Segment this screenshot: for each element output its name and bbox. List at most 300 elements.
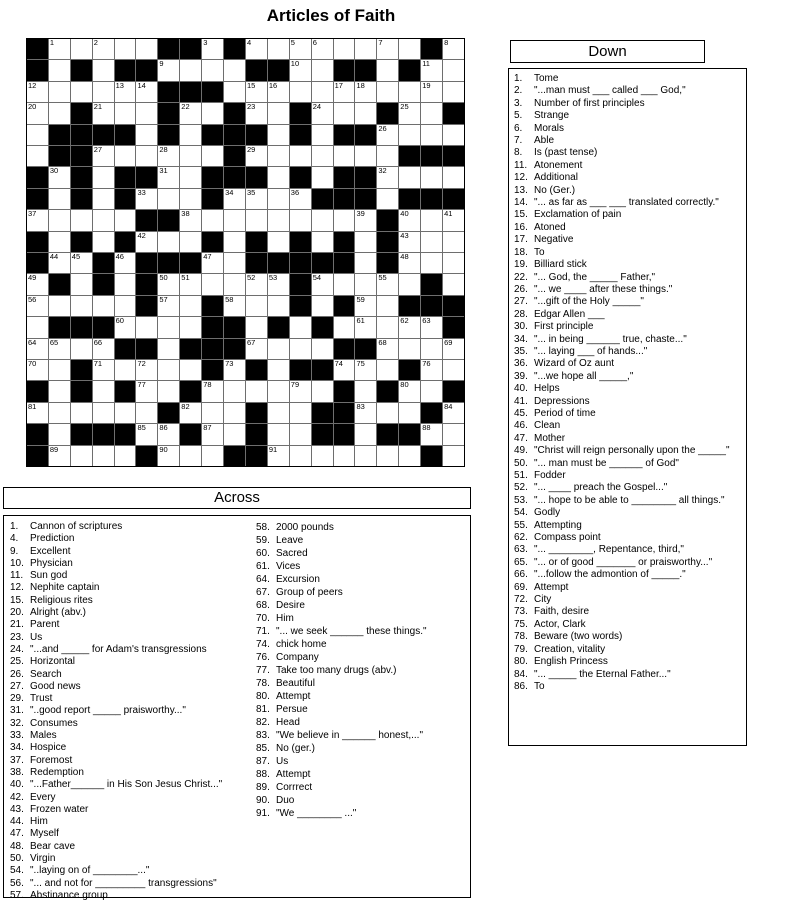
grid-cell-r20c7[interactable] <box>158 446 179 466</box>
grid-cell-r11c20[interactable] <box>443 253 464 273</box>
grid-cell-r16c12[interactable] <box>268 360 289 380</box>
grid-cell-r9c19[interactable] <box>421 210 442 230</box>
grid-cell-r3c14[interactable] <box>312 82 333 102</box>
grid-cell-r19c2[interactable] <box>49 424 70 444</box>
grid-cell-r3c13[interactable] <box>290 82 311 102</box>
grid-cell-r6c5[interactable] <box>115 146 136 166</box>
grid-cell-r17c19[interactable] <box>421 381 442 401</box>
grid-cell-r3c12[interactable] <box>268 82 289 102</box>
grid-cell-r9c16[interactable] <box>355 210 376 230</box>
clue-number: 21. <box>10 619 24 631</box>
grid-cell-r17c18[interactable] <box>399 381 420 401</box>
grid-cell-r4c9[interactable] <box>202 103 223 123</box>
grid-cell-r16c1[interactable] <box>27 360 48 380</box>
grid-cell-r7c19[interactable] <box>421 167 442 187</box>
grid-cell-r10c4[interactable] <box>93 232 114 252</box>
grid-cell-r18c3[interactable] <box>71 403 92 423</box>
grid-cell-r14c7[interactable] <box>158 317 179 337</box>
grid-cell-r17c4[interactable] <box>93 381 114 401</box>
grid-cell-r6c7[interactable] <box>158 146 179 166</box>
grid-cell-r1c6[interactable] <box>136 39 157 59</box>
grid-cell-r15c14[interactable] <box>312 339 333 359</box>
grid-cell-r3c3[interactable] <box>71 82 92 102</box>
clue-number: 41. <box>514 395 528 407</box>
grid-cell-r1c14[interactable] <box>312 39 333 59</box>
grid-cell-r11c16[interactable] <box>355 253 376 273</box>
clue-text: "...follow the admontion of _____." <box>534 569 686 581</box>
grid-cell-r8c6[interactable] <box>136 189 157 209</box>
grid-cell-r8c11[interactable] <box>246 189 267 209</box>
grid-cell-r14c16[interactable] <box>355 317 376 337</box>
grid-cell-r13c1[interactable] <box>27 296 48 316</box>
grid-cell-r11c5[interactable] <box>115 253 136 273</box>
grid-cell-r9c4[interactable] <box>93 210 114 230</box>
grid-cell-r3c6[interactable] <box>136 82 157 102</box>
grid-cell-r20c17[interactable] <box>377 446 398 466</box>
grid-cell-r9c10[interactable] <box>224 210 245 230</box>
grid-cell-r20c12[interactable] <box>268 446 289 466</box>
grid-cell-r2c14[interactable] <box>312 60 333 80</box>
grid-cell-r6c1[interactable] <box>27 146 48 166</box>
grid-cell-r1c4[interactable] <box>93 39 114 59</box>
grid-cell-r19c16[interactable] <box>355 424 376 444</box>
grid-cell-r13c10[interactable] <box>224 296 245 316</box>
grid-cell-r6c13[interactable] <box>290 146 311 166</box>
grid-cell-r8c12[interactable] <box>268 189 289 209</box>
grid-cell-r1c13[interactable] <box>290 39 311 59</box>
grid-cell-r8c13[interactable] <box>290 189 311 209</box>
grid-cell-r3c4[interactable] <box>93 82 114 102</box>
grid-cell-r4c11[interactable] <box>246 103 267 123</box>
grid-cell-r10c2[interactable] <box>49 232 70 252</box>
grid-cell-r16c5[interactable] <box>115 360 136 380</box>
grid-cell-r10c10[interactable] <box>224 232 245 252</box>
grid-cell-r7c4[interactable] <box>93 167 114 187</box>
across-clue-82 <box>256 716 466 729</box>
grid-cell-r15c4[interactable] <box>93 339 114 359</box>
grid-cell-r2c7[interactable] <box>158 60 179 80</box>
grid-cell-r11c9[interactable] <box>202 253 223 273</box>
grid-cell-r3c17[interactable] <box>377 82 398 102</box>
grid-cell-number: 85 <box>137 424 146 433</box>
grid-cell-r15c2[interactable] <box>49 339 70 359</box>
grid-cell-r5c1[interactable] <box>27 125 48 145</box>
grid-cell-number: 30 <box>49 167 59 176</box>
grid-cell-r6c8[interactable] <box>180 146 201 166</box>
grid-cell-r10c8[interactable] <box>180 232 201 252</box>
grid-cell-r1c17[interactable] <box>377 39 398 59</box>
across-clue-26 <box>10 669 254 681</box>
grid-cell-r20c15[interactable] <box>334 446 355 466</box>
grid-cell-r5c12[interactable] <box>268 125 289 145</box>
grid-cell-r1c20[interactable] <box>443 39 464 59</box>
grid-cell-r19c10[interactable] <box>224 424 245 444</box>
grid-cell-r14c8[interactable] <box>180 317 201 337</box>
grid-cell-r17c6[interactable] <box>136 381 157 401</box>
grid-cell-r3c20[interactable] <box>443 82 464 102</box>
grid-cell-r14c17[interactable] <box>377 317 398 337</box>
grid-cell-r1c16[interactable] <box>355 39 376 59</box>
grid-cell-r12c11[interactable] <box>246 274 267 294</box>
grid-cell-r13c7[interactable] <box>158 296 179 316</box>
grid-cell-r1c5[interactable] <box>115 39 136 59</box>
grid-cell-r6c11[interactable] <box>246 146 267 166</box>
grid-cell-r10c16[interactable] <box>355 232 376 252</box>
grid-cell-r4c6[interactable] <box>136 103 157 123</box>
grid-cell-r6c12[interactable] <box>268 146 289 166</box>
grid-cell-r9c12[interactable] <box>268 210 289 230</box>
grid-cell-r17c16[interactable] <box>355 381 376 401</box>
grid-cell-r12c16[interactable] <box>355 274 376 294</box>
grid-cell-r5c6[interactable] <box>136 125 157 145</box>
grid-cell-r15c3[interactable] <box>71 339 92 359</box>
grid-cell-r16c4[interactable] <box>93 360 114 380</box>
grid-cell-r18c6[interactable] <box>136 403 157 423</box>
grid-cell-r20c14[interactable] <box>312 446 333 466</box>
grid-cell-r3c18[interactable] <box>399 82 420 102</box>
grid-cell-r14c19[interactable] <box>421 317 442 337</box>
grid-cell-r1c18[interactable] <box>399 39 420 59</box>
grid-cell-r2c20[interactable] <box>443 60 464 80</box>
grid-cell-r18c5[interactable] <box>115 403 136 423</box>
grid-cell-r4c1[interactable] <box>27 103 48 123</box>
grid-cell-r2c17[interactable] <box>377 60 398 80</box>
grid-cell-r16c10[interactable] <box>224 360 245 380</box>
grid-cell-r19c20[interactable] <box>443 424 464 444</box>
grid-cell-r8c8[interactable] <box>180 189 201 209</box>
grid-cell-r2c13[interactable] <box>290 60 311 80</box>
grid-cell-r2c4[interactable] <box>93 60 114 80</box>
grid-cell-r12c3[interactable] <box>71 274 92 294</box>
grid-cell-r12c14[interactable] <box>312 274 333 294</box>
grid-cell-r3c11[interactable] <box>246 82 267 102</box>
grid-cell-r4c5[interactable] <box>115 103 136 123</box>
grid-cell-r10c6[interactable] <box>136 232 157 252</box>
grid-cell-number: 19 <box>422 81 431 90</box>
grid-cell-r17c13[interactable] <box>290 381 311 401</box>
grid-cell-r10c20[interactable] <box>443 232 464 252</box>
grid-cell-r9c18[interactable] <box>399 210 420 230</box>
grid-cell-r19c6[interactable] <box>136 424 157 444</box>
grid-cell-r9c11[interactable] <box>246 210 267 230</box>
grid-cell-r12c20[interactable] <box>443 274 464 294</box>
grid-cell-r11c18[interactable] <box>399 253 420 273</box>
grid-cell-r6c4[interactable] <box>93 146 114 166</box>
clue-text: Additional <box>534 172 578 184</box>
down-clue-62 <box>514 532 740 544</box>
grid-cell-r7c14[interactable] <box>312 167 333 187</box>
grid-cell-r12c5[interactable] <box>115 274 136 294</box>
grid-cell-r13c2[interactable] <box>49 296 70 316</box>
grid-cell-r20c2[interactable] <box>49 446 70 466</box>
down-clue-53 <box>514 495 740 507</box>
grid-cell-r3c10[interactable] <box>224 82 245 102</box>
grid-cell-r17c9[interactable] <box>202 381 223 401</box>
grid-cell-r3c19[interactable] <box>421 82 442 102</box>
across-clue-50 <box>10 853 254 865</box>
grid-cell-r17c7[interactable] <box>158 381 179 401</box>
clue-text: Bear cave <box>30 840 76 852</box>
grid-cell-r12c10[interactable] <box>224 274 245 294</box>
grid-cell-r7c20[interactable] <box>443 167 464 187</box>
grid-cell-r13c12[interactable] <box>268 296 289 316</box>
clue-number: 50. <box>10 853 24 865</box>
grid-cell-r8c17[interactable] <box>377 189 398 209</box>
grid-cell-r3c15[interactable] <box>334 82 355 102</box>
grid-cell-r18c9[interactable] <box>202 403 223 423</box>
grid-cell-r10c18[interactable] <box>399 232 420 252</box>
grid-cell-black-r7c15 <box>334 167 355 187</box>
grid-cell-r19c9[interactable] <box>202 424 223 444</box>
grid-cell-r18c17[interactable] <box>377 403 398 423</box>
grid-cell-r8c4[interactable] <box>93 189 114 209</box>
grid-cell-r3c16[interactable] <box>355 82 376 102</box>
grid-cell-r10c7[interactable] <box>158 232 179 252</box>
grid-cell-r14c6[interactable] <box>136 317 157 337</box>
grid-cell-r4c4[interactable] <box>93 103 114 123</box>
grid-cell-r5c14[interactable] <box>312 125 333 145</box>
grid-cell-r15c18[interactable] <box>399 339 420 359</box>
grid-cell-number: 56 <box>28 295 37 304</box>
grid-cell-r3c2[interactable] <box>49 82 70 102</box>
grid-cell-number: 20 <box>28 103 37 112</box>
grid-cell-r15c12[interactable] <box>268 339 289 359</box>
grid-cell-r4c15[interactable] <box>334 103 355 123</box>
grid-cell-r13c8[interactable] <box>180 296 201 316</box>
grid-cell-r20c20[interactable] <box>443 446 464 466</box>
grid-cell-r18c18[interactable] <box>399 403 420 423</box>
grid-cell-r16c19[interactable] <box>421 360 442 380</box>
grid-cell-r2c2[interactable] <box>49 60 70 80</box>
clue-number: 89. <box>256 782 270 793</box>
down-clue-18 <box>514 247 740 259</box>
grid-cell-r16c2[interactable] <box>49 360 70 380</box>
grid-cell-r13c3[interactable] <box>71 296 92 316</box>
grid-cell-r4c8[interactable] <box>180 103 201 123</box>
grid-cell-r4c12[interactable] <box>268 103 289 123</box>
grid-cell-r5c17[interactable] <box>377 125 398 145</box>
grid-cell-r7c7[interactable] <box>158 167 179 187</box>
grid-cell-r6c17[interactable] <box>377 146 398 166</box>
grid-cell-black-r1c19 <box>421 39 442 59</box>
grid-cell-r6c9[interactable] <box>202 146 223 166</box>
grid-cell-r16c20[interactable] <box>443 360 464 380</box>
grid-cell-r1c3[interactable] <box>71 39 92 59</box>
grid-cell-r15c13[interactable] <box>290 339 311 359</box>
across-clue-29 <box>10 693 254 705</box>
grid-cell-r2c10[interactable] <box>224 60 245 80</box>
grid-cell-r19c19[interactable] <box>421 424 442 444</box>
clue-text: Negative <box>534 234 574 246</box>
grid-cell-r1c11[interactable] <box>246 39 267 59</box>
grid-cell-r15c19[interactable] <box>421 339 442 359</box>
grid-cell-r12c7[interactable] <box>158 274 179 294</box>
grid-cell-number: 69 <box>444 338 453 347</box>
grid-cell-r8c10[interactable] <box>224 189 245 209</box>
grid-cell-r4c16[interactable] <box>355 103 376 123</box>
grid-cell-r9c8[interactable] <box>180 210 201 230</box>
grid-cell-r11c3[interactable] <box>71 253 92 273</box>
grid-cell-r14c5[interactable] <box>115 317 136 337</box>
grid-cell-r11c10[interactable] <box>224 253 245 273</box>
grid-cell-r11c2[interactable] <box>49 253 70 273</box>
grid-cell-r11c19[interactable] <box>421 253 442 273</box>
grid-cell-r8c2[interactable] <box>49 189 70 209</box>
grid-cell-r20c9[interactable] <box>202 446 223 466</box>
grid-cell-r19c12[interactable] <box>268 424 289 444</box>
grid-cell-r13c14[interactable] <box>312 296 333 316</box>
grid-cell-r6c16[interactable] <box>355 146 376 166</box>
grid-cell-r10c19[interactable] <box>421 232 442 252</box>
grid-cell-r15c11[interactable] <box>246 339 267 359</box>
grid-cell-r4c2[interactable] <box>49 103 70 123</box>
grid-cell-number: 4 <box>246 39 252 47</box>
grid-cell-r13c17[interactable] <box>377 296 398 316</box>
grid-cell-r14c1[interactable] <box>27 317 48 337</box>
grid-cell-r14c18[interactable] <box>399 317 420 337</box>
grid-cell-r5c20[interactable] <box>443 125 464 145</box>
across-clue-76 <box>256 651 466 664</box>
grid-cell-r3c1[interactable] <box>27 82 48 102</box>
grid-cell-r16c15[interactable] <box>334 360 355 380</box>
grid-cell-r7c17[interactable] <box>377 167 398 187</box>
grid-cell-r10c14[interactable] <box>312 232 333 252</box>
grid-cell-r15c20[interactable] <box>443 339 464 359</box>
grid-cell-r18c10[interactable] <box>224 403 245 423</box>
clue-number: 85. <box>256 743 270 754</box>
grid-cell-r3c5[interactable] <box>115 82 136 102</box>
grid-cell-r20c5[interactable] <box>115 446 136 466</box>
grid-cell-r18c16[interactable] <box>355 403 376 423</box>
grid-cell-black-r2c18 <box>399 60 420 80</box>
grid-cell-r13c4[interactable] <box>93 296 114 316</box>
grid-cell-r20c4[interactable] <box>93 446 114 466</box>
grid-cell-r7c18[interactable] <box>399 167 420 187</box>
grid-cell-r4c14[interactable] <box>312 103 333 123</box>
grid-cell-r18c13[interactable] <box>290 403 311 423</box>
grid-cell-r9c14[interactable] <box>312 210 333 230</box>
down-clue-69 <box>514 582 740 594</box>
grid-cell-r9c13[interactable] <box>290 210 311 230</box>
grid-cell-r2c9[interactable] <box>202 60 223 80</box>
grid-cell-r6c6[interactable] <box>136 146 157 166</box>
grid-cell-r15c17[interactable] <box>377 339 398 359</box>
grid-cell-r10c12[interactable] <box>268 232 289 252</box>
grid-cell-r5c19[interactable] <box>421 125 442 145</box>
grid-cell-r14c11[interactable] <box>246 317 267 337</box>
grid-cell-r12c17[interactable] <box>377 274 398 294</box>
grid-cell-r18c2[interactable] <box>49 403 70 423</box>
grid-cell-r9c5[interactable] <box>115 210 136 230</box>
grid-cell-r17c10[interactable] <box>224 381 245 401</box>
grid-cell-r14c13[interactable] <box>290 317 311 337</box>
grid-cell-r13c11[interactable] <box>246 296 267 316</box>
grid-cell-r18c12[interactable] <box>268 403 289 423</box>
grid-cell-r20c3[interactable] <box>71 446 92 466</box>
grid-cell-r18c1[interactable] <box>27 403 48 423</box>
grid-cell-r13c16[interactable] <box>355 296 376 316</box>
grid-cell-r7c2[interactable] <box>49 167 70 187</box>
grid-cell-r9c3[interactable] <box>71 210 92 230</box>
grid-cell-r16c17[interactable] <box>377 360 398 380</box>
grid-cell-r9c2[interactable] <box>49 210 70 230</box>
grid-cell-r4c18[interactable] <box>399 103 420 123</box>
grid-cell-r12c12[interactable] <box>268 274 289 294</box>
grid-cell-r14c15[interactable] <box>334 317 355 337</box>
down-clue-47 <box>514 433 740 445</box>
grid-cell-r6c14[interactable] <box>312 146 333 166</box>
grid-cell-r9c20[interactable] <box>443 210 464 230</box>
clue-text: Company <box>276 652 319 663</box>
grid-cell-r19c13[interactable] <box>290 424 311 444</box>
grid-cell-r2c19[interactable] <box>421 60 442 80</box>
grid-cell-r18c4[interactable] <box>93 403 114 423</box>
grid-cell-r12c1[interactable] <box>27 274 48 294</box>
grid-cell-black-r18c7 <box>158 403 179 423</box>
grid-cell-number: 72 <box>137 359 146 368</box>
grid-cell-r9c1[interactable] <box>27 210 48 230</box>
grid-cell-r20c16[interactable] <box>355 446 376 466</box>
down-clue-8 <box>514 147 740 159</box>
grid-cell-r2c8[interactable] <box>180 60 201 80</box>
grid-cell-r16c6[interactable] <box>136 360 157 380</box>
grid-cell-r12c18[interactable] <box>399 274 420 294</box>
clue-number: 42. <box>10 791 24 803</box>
grid-cell-r1c12[interactable] <box>268 39 289 59</box>
grid-cell-r12c8[interactable] <box>180 274 201 294</box>
grid-cell-black-r20c1 <box>27 446 48 466</box>
clue-number: 78. <box>256 678 270 689</box>
clue-text: Attempt <box>276 691 311 702</box>
grid-cell-r16c8[interactable] <box>180 360 201 380</box>
grid-cell-r20c8[interactable] <box>180 446 201 466</box>
grid-cell-r17c11[interactable] <box>246 381 267 401</box>
grid-cell-r9c15[interactable] <box>334 210 355 230</box>
grid-cell-r1c9[interactable] <box>202 39 223 59</box>
grid-cell-r4c19[interactable] <box>421 103 442 123</box>
clue-text: Period of time <box>534 407 596 419</box>
grid-cell-r7c12[interactable] <box>268 167 289 187</box>
grid-cell-r12c9[interactable] <box>202 274 223 294</box>
grid-cell-r1c15[interactable] <box>334 39 355 59</box>
grid-cell-r16c16[interactable] <box>355 360 376 380</box>
grid-cell-r15c7[interactable] <box>158 339 179 359</box>
grid-cell-r5c8[interactable] <box>180 125 201 145</box>
grid-cell-r17c12[interactable] <box>268 381 289 401</box>
grid-cell-r9c9[interactable] <box>202 210 223 230</box>
grid-cell-r20c13[interactable] <box>290 446 311 466</box>
grid-cell-r8c7[interactable] <box>158 189 179 209</box>
grid-cell-number: 13 <box>115 81 124 90</box>
grid-cell-r12c15[interactable] <box>334 274 355 294</box>
grid-cell-black-r6c2 <box>49 146 70 166</box>
grid-cell-r19c7[interactable] <box>158 424 179 444</box>
grid-cell-r13c5[interactable] <box>115 296 136 316</box>
grid-cell-r1c2[interactable] <box>49 39 70 59</box>
grid-cell-r5c18[interactable] <box>399 125 420 145</box>
grid-cell-r20c18[interactable] <box>399 446 420 466</box>
clue-number: 34. <box>514 333 528 345</box>
grid-cell-r6c15[interactable] <box>334 146 355 166</box>
grid-cell-r16c7[interactable] <box>158 360 179 380</box>
grid-cell-black-r1c10 <box>224 39 245 59</box>
grid-cell-r7c8[interactable] <box>180 167 201 187</box>
grid-cell-r17c14[interactable] <box>312 381 333 401</box>
grid-cell-r18c8[interactable] <box>180 403 201 423</box>
grid-cell-r18c20[interactable] <box>443 403 464 423</box>
grid-cell-r15c1[interactable] <box>27 339 48 359</box>
grid-cell-r17c2[interactable] <box>49 381 70 401</box>
